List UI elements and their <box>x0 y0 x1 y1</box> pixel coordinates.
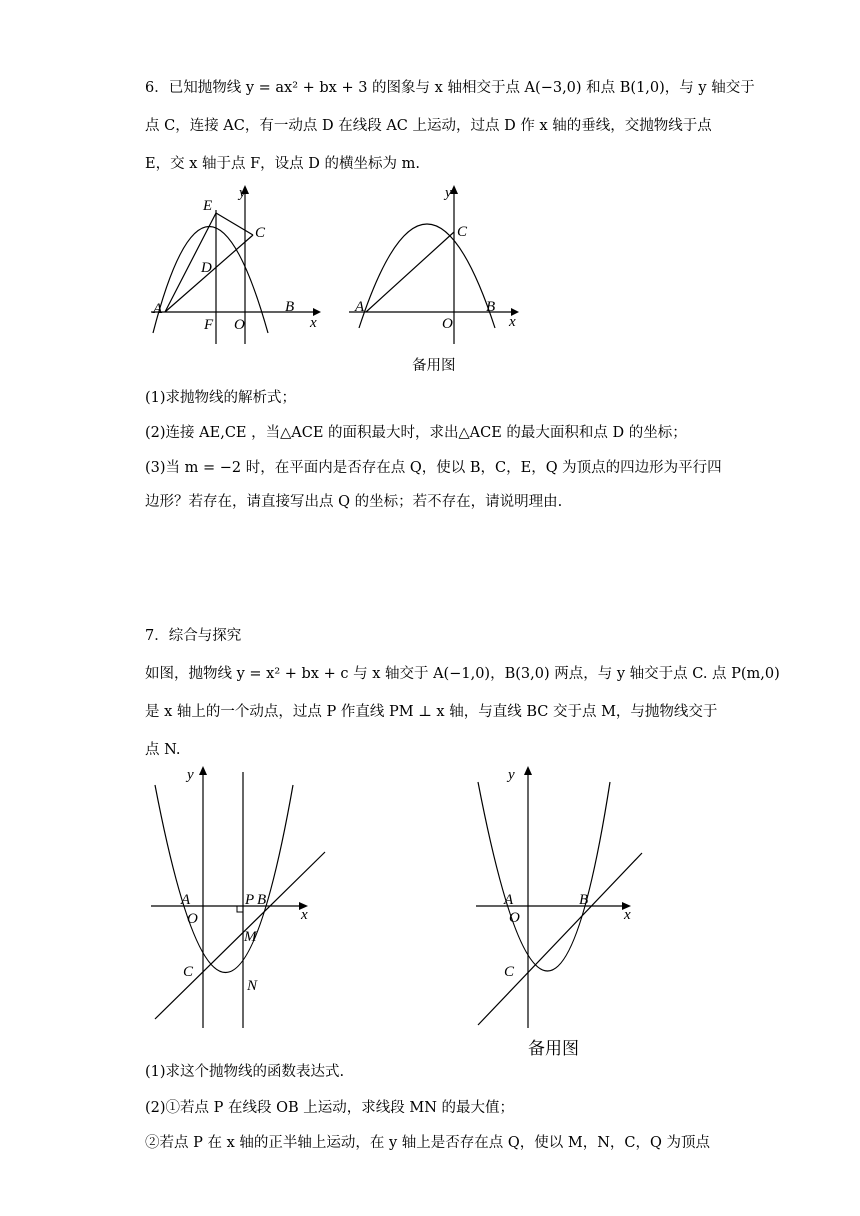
label-p: P <box>245 892 255 908</box>
q7-line-3: 点 N. <box>145 742 181 758</box>
label-a: A <box>504 892 514 908</box>
label-c: C <box>457 224 468 240</box>
q6-figure-spare <box>345 180 530 350</box>
q6-part-3-line-1: (3)当 m = −2 时，在平面内是否存在点 Q，使以 B，C，E，Q 为顶点的四边形为平行四 <box>145 460 722 476</box>
label-y: y <box>187 767 194 783</box>
label-b: B <box>285 299 295 315</box>
label-x: x <box>301 907 308 923</box>
label-d: D <box>201 260 212 276</box>
label-m: M <box>244 929 257 945</box>
label-b: B <box>486 299 496 315</box>
label-o: O <box>234 317 245 333</box>
q7-line-1: 如图，抛物线 y = x² + bx + c 与 x 轴交于 A(−1,0)，B(3,0) 两点，与 y 轴交于点 C. 点 P(m,0) <box>145 666 780 682</box>
label-a: A <box>181 892 191 908</box>
q7-figure-spare <box>470 760 660 1032</box>
label-o: O <box>442 316 453 332</box>
label-o: O <box>509 910 520 926</box>
q6-figure-main <box>145 180 330 350</box>
q7-part-2-1: (2)①若点 P 在线段 OB 上运动，求线段 MN 的最大值； <box>145 1100 515 1116</box>
q7-figure-main <box>145 760 335 1032</box>
label-c: C <box>504 964 515 980</box>
q6-line-2: 点 C，连接 AC，有一动点 D 在线段 AC 上运动，过点 D 作 x 轴的垂线，交抛物线于点 <box>145 118 712 134</box>
label-o: O <box>187 911 198 927</box>
q6-part-3-line-2: 边形？若存在，请直接写出点 Q 的坐标；若不存在，请说明理由. <box>145 494 563 510</box>
label-a: A <box>355 299 365 315</box>
label-n: N <box>247 978 258 994</box>
q6-line-3: E，交 x 轴于点 F，设点 D 的横坐标为 m. <box>145 156 420 172</box>
q7-part-1: (1)求这个抛物线的函数表达式. <box>145 1064 345 1080</box>
label-x: x <box>310 315 317 331</box>
q7-line-2: 是 x 轴上的一个动点，过点 P 作直线 PM ⊥ x 轴，与直线 BC 交于点 M，与抛物线交于 <box>145 704 718 720</box>
q6-figure-caption: 备用图 <box>412 358 456 374</box>
q6-part-2: (2)连接 AE,CE ，当△ACE 的面积最大时，求出△ACE 的最大面积和点 D 的坐标； <box>145 425 687 441</box>
label-x: x <box>509 314 516 330</box>
label-y: y <box>445 185 452 201</box>
q7-part-2-2: ②若点 P 在 x 轴的正半轴上运动，在 y 轴上是否存在点 Q，使以 M，N，C，Q 为顶点 <box>145 1135 711 1151</box>
label-x: x <box>624 907 631 923</box>
label-a: A <box>153 301 163 317</box>
q7-title: 7．综合与探究 <box>145 628 242 644</box>
label-b: B <box>579 892 589 908</box>
label-c: C <box>183 964 194 980</box>
label-y: y <box>508 767 515 783</box>
q7-figure-caption: 备用图 <box>528 1039 579 1059</box>
label-b: B <box>257 892 267 908</box>
q6-part-1: (1)求抛物线的解析式； <box>145 390 297 406</box>
label-c: C <box>255 225 266 241</box>
label-f: F <box>204 317 214 333</box>
label-e: E <box>203 198 213 214</box>
q6-line-1: 6．已知抛物线 y = ax² + bx + 3 的图象与 x 轴相交于点 A(−3,0) 和点 B(1,0)，与 y 轴交于 <box>145 80 755 96</box>
label-y: y <box>239 185 246 201</box>
